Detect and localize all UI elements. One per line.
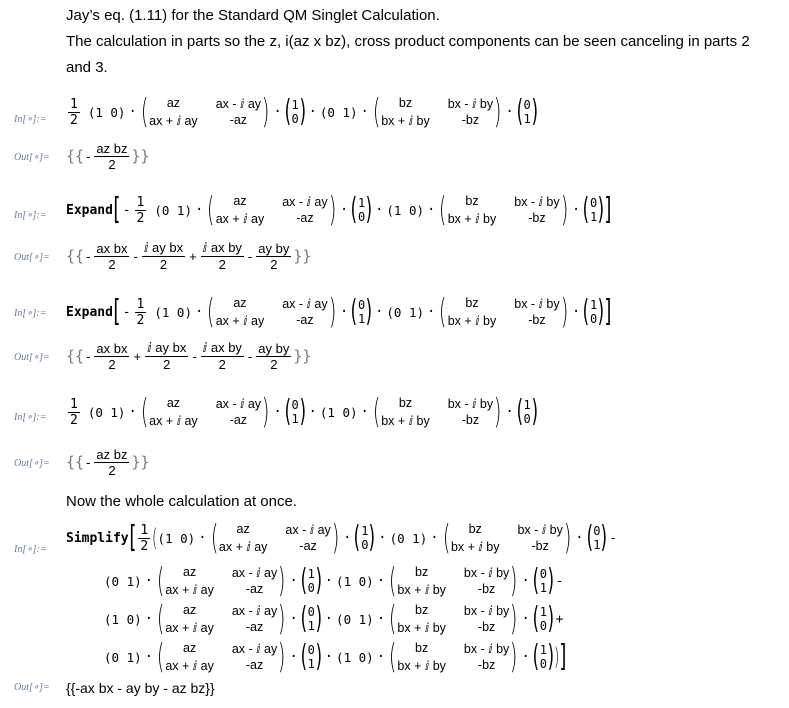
input-cell-3[interactable]: Expand [ - $\frac{1}{2}$ (1 0) · ( az ax - ⅈ ay ax + ⅈ ay -az ) · ( 0 1 ) · (0 1) · ( bz bx - ⅈ by bx + ⅈ by -bz ) · ( 1 0 ) ] [66, 292, 612, 332]
matrix-a: az ax - ⅈ ay ax + ⅈ ay -az [149, 96, 262, 128]
row-vector: (0 1) [319, 104, 358, 120]
header-line-1: Jay’s eq. (1.11) for the Standard QM Singlet Calculation. [66, 7, 440, 24]
input-cell-5-line-4[interactable]: (0 1) · ( az ax - ⅈ ay ax + ⅈ ay -az ) · ( 0 1 ) · (1 0) · ( bz bx - ⅈ by bx + ⅈ by -bz ) · ( 1 0 ) ) ] [104, 637, 567, 677]
column-vector: 0 1 [523, 98, 531, 126]
output-label: Out[∘]= [14, 252, 50, 263]
section-text: Now the whole calculation at once. [66, 493, 297, 510]
input-label: In[∘]:= [14, 114, 47, 125]
output-label: Out[∘]= [14, 458, 50, 469]
final-result: {{-ax bx - ay by - az bz}} [66, 680, 215, 696]
header-line-3: and 3. [66, 59, 108, 76]
half-fraction: $\frac{1}{2}$ [70, 96, 78, 128]
input-label: In[∘]:= [14, 308, 47, 319]
input-cell-5-line-3[interactable]: (1 0) · ( az ax - ⅈ ay ax + ⅈ ay -az ) · ( 0 1 ) · (0 1) · ( bz bx - ⅈ by bx + ⅈ by -bz ) · ( 1 0 ) + [104, 599, 564, 639]
output-label: Out[∘]= [14, 352, 50, 363]
input-cell-1[interactable]: $\frac{1}{2}$ (1 0) · ( az ax - ⅈ ay ax + ⅈ ay -az ) · ( 1 0 ) · (0 1) · ( bz bx - ⅈ by bx + ⅈ by -bz ) · ( 0 1 ) [70, 92, 538, 132]
input-cell-4[interactable]: $\frac{1}{2}$ (0 1) · ( az ax - ⅈ ay ax + ⅈ ay -az ) · ( 0 1 ) · (1 0) · ( bz bx - ⅈ by bx + ⅈ by -bz ) · ( 1 0 ) [70, 392, 538, 432]
simplify-keyword: Simplify [66, 530, 129, 546]
input-label: In[∘]:= [14, 544, 47, 555]
output-label: Out[∘]= [14, 682, 50, 693]
input-label: In[∘]:= [14, 412, 47, 423]
matrix-b: bz bx - ⅈ by bx + ⅈ by -bz [381, 96, 494, 128]
output-cell-final [66, 676, 215, 700]
output-cell-1: {{ - $\frac{\text{az bz}}{2}$ }} [66, 140, 150, 172]
output-cell-3: {{ - $\frac{\text{ax bx}}{2}$ + $\frac{\text{ⅈ ay bx}}{2}$ - $\frac{\text{ⅈ ax by}}{2}$ - $\frac{\text{ay by}}{2}$ }} [66, 340, 312, 372]
input-cell-2[interactable]: Expand [ - $\frac{1}{2}$ (0 1) · ( az ax - ⅈ ay ax + ⅈ ay -az ) · ( 1 0 ) · (1 0) · ( bz bx - ⅈ by bx + ⅈ by -bz ) · ( 0 1 ) ] [66, 190, 612, 230]
input-label: In[∘]:= [14, 210, 47, 221]
input-cell-5[interactable]: Simplify [ $\frac{1}{2}$ ( (1 0) · ( az ax - ⅈ ay ax + ⅈ ay -az ) · ( 1 0 ) · (0 1) · ( bz bx - ⅈ by bx + ⅈ by -bz ) · ( 0 1 ) - [66, 518, 618, 558]
column-vector: 1 0 [291, 98, 299, 126]
header-line-2: The calculation in parts so the z, i(az x bz), cross product components can be seen canceling in parts 2 [66, 33, 750, 50]
expand-keyword: Expand [66, 202, 113, 218]
output-cell-4: {{ - $\frac{\text{az bz}}{2}$ }} [66, 446, 150, 478]
output-cell-2: {{ - $\frac{\text{ax bx}}{2}$ - $\frac{\text{ⅈ ay bx}}{2}$ + $\frac{\text{ⅈ ax by}}{2}$ - $\frac{\text{ay by}}{2}$ }} [66, 240, 312, 272]
input-cell-5-line-2[interactable]: (0 1) · ( az ax - ⅈ ay ax + ⅈ ay -az ) · ( 1 0 ) · (1 0) · ( bz bx - ⅈ by bx + ⅈ by -bz ) · ( 0 1 ) - [104, 561, 564, 601]
output-label: Out[∘]= [14, 152, 50, 163]
row-vector: (1 0) [87, 104, 126, 120]
